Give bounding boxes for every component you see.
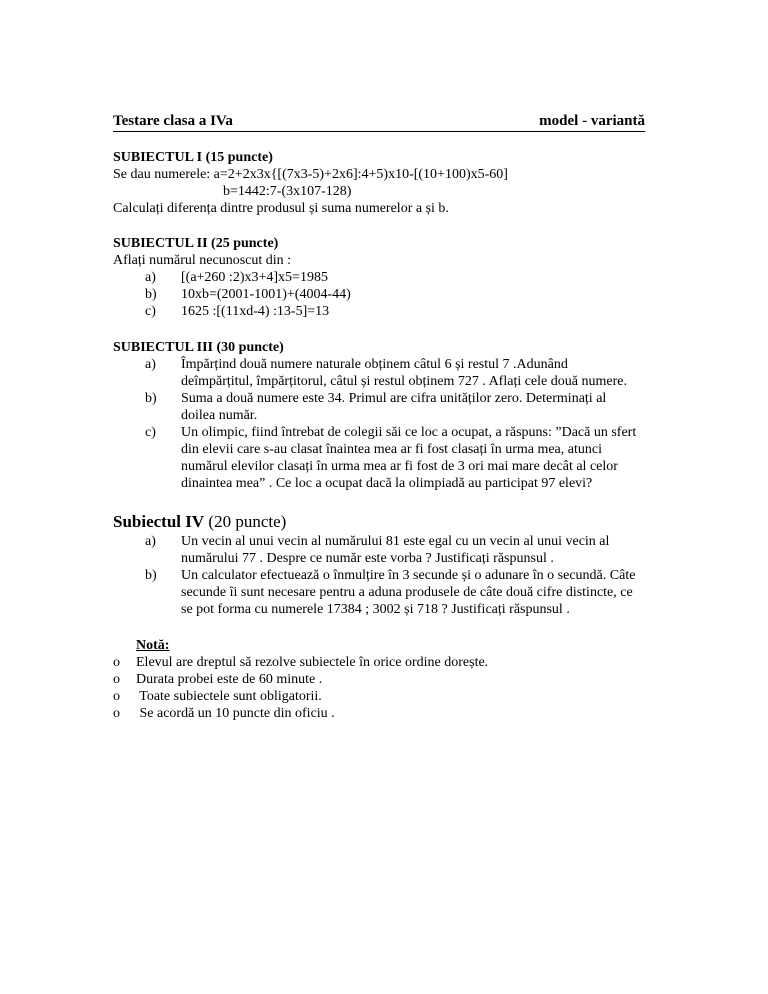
item-line: Un vecin al unui vecin al numărului 81 este egal cu un vecin al unui vecin al bbox=[181, 534, 610, 549]
note-text: Toate subiectele sunt obligatorii. bbox=[136, 689, 322, 704]
bullet-marker: o bbox=[113, 689, 120, 704]
item-line: Un olimpic, fiind întrebat de colegii săi ce loc a ocupat, a răspuns: ”Dacă un sfert bbox=[181, 425, 637, 440]
item-label: b) bbox=[145, 287, 157, 302]
item-label: a) bbox=[145, 270, 156, 285]
list-item bbox=[113, 356, 658, 390]
bullet-marker: o bbox=[113, 706, 120, 721]
item-label: c) bbox=[145, 304, 156, 319]
note-text: Se acordă un 10 puncte din oficiu . bbox=[136, 706, 335, 721]
list-item bbox=[113, 688, 658, 705]
list-item bbox=[113, 286, 658, 303]
header-variant: model - variantă bbox=[539, 113, 645, 129]
list-item bbox=[113, 390, 658, 424]
item-line: numărul elevilor clasați în urma mea ar fi fost de 3 ori mai mare decât al celor bbox=[181, 459, 618, 474]
subject-1-question: Calculați diferența dintre produsul și suma numerelor a și b. bbox=[113, 201, 449, 216]
item-line: Împărțind două numere naturale obținem câtul 6 și restul 7 .Adunând bbox=[181, 357, 568, 372]
note-text: Durata probei este de 60 minute . bbox=[136, 672, 323, 687]
subject-1 bbox=[113, 149, 658, 217]
item-text: 1625 :[(11xd-4) :13-5]=13 bbox=[181, 304, 330, 319]
item-line: Un calculator efectuează o înmulțire în 3 secunde și o adunare în o secundă. Câte bbox=[181, 568, 636, 583]
subject-1-title: SUBIECTUL I (15 puncte) bbox=[113, 150, 273, 165]
note-text: Elevul are dreptul să rezolve subiectele în orice ordine dorește. bbox=[136, 655, 489, 670]
item-label: c) bbox=[145, 425, 156, 440]
item-text bbox=[169, 567, 658, 618]
list-item bbox=[113, 705, 658, 722]
item-line: din elevii care s-au clasat înaintea mea ar fi fost clasați în urma mea, atunci bbox=[181, 442, 602, 457]
subject-4 bbox=[113, 511, 658, 618]
subject-2-title: SUBIECTUL II (25 puncte) bbox=[113, 236, 279, 251]
subject-4-points: (20 puncte) bbox=[204, 512, 287, 531]
item-text: 10xb=(2001-1001)+(4004-44) bbox=[181, 287, 351, 302]
item-text: [(a+260 :2)x3+4]x5=1985 bbox=[181, 270, 328, 285]
page-header bbox=[113, 112, 645, 132]
item-line: dinaintea mea” . Ce loc a ocupat dacă la olimpiadă au participat 97 elevi? bbox=[181, 476, 593, 491]
item-text bbox=[169, 533, 658, 567]
notes bbox=[113, 637, 658, 722]
item-line: secunde îi sunt necesare pentru a aduna produsele de câte două cifre distincte, ce bbox=[181, 585, 633, 600]
list-item bbox=[113, 269, 658, 286]
subject-2-intro: Aflați numărul necunoscut din : bbox=[113, 253, 292, 268]
item-line: se pot forma cu numerele 17384 ; 3002 și 718 ? Justificați răspunsul . bbox=[181, 602, 570, 617]
subject-2 bbox=[113, 235, 658, 320]
header-title: Testare clasa a IVa bbox=[113, 113, 233, 129]
list-item bbox=[113, 303, 658, 320]
item-label: a) bbox=[145, 534, 156, 549]
list-item bbox=[113, 533, 658, 567]
item-label: a) bbox=[145, 357, 156, 372]
item-label: b) bbox=[145, 391, 157, 406]
item-text bbox=[169, 356, 658, 390]
subject-1-line-a: Se dau numerele: a=2+2x3x{[(7x3-5)+2x6]:4+5)x10-[(10+100)x5-60] bbox=[113, 167, 508, 182]
list-item bbox=[113, 424, 658, 492]
notes-title: Notă: bbox=[136, 638, 170, 653]
subject-3-title: SUBIECTUL III (30 puncte) bbox=[113, 340, 284, 355]
item-line: numărului 77 . Despre ce număr este vorba ? Justificați răspunsul . bbox=[181, 551, 554, 566]
subject-4-title-bold: Subiectul IV bbox=[113, 512, 205, 531]
item-label: b) bbox=[145, 568, 157, 583]
item-line: doilea număr. bbox=[181, 408, 258, 423]
subject-1-line-b: b=1442:7-(3x107-128) bbox=[223, 184, 352, 199]
bullet-marker: o bbox=[113, 672, 120, 687]
item-text bbox=[169, 390, 658, 424]
subject-3 bbox=[113, 339, 658, 492]
bullet-marker: o bbox=[113, 655, 120, 670]
list-item bbox=[113, 567, 658, 618]
list-item bbox=[113, 654, 658, 671]
item-line: deîmpărțitul, împărțitorul, câtul și restul obținem 727 . Aflați cele două numere. bbox=[181, 374, 627, 389]
item-line: Suma a două numere este 34. Primul are cifra unităților zero. Determinați al bbox=[181, 391, 607, 406]
subject-4-title bbox=[113, 511, 658, 533]
list-item bbox=[113, 671, 658, 688]
item-text bbox=[169, 424, 658, 492]
